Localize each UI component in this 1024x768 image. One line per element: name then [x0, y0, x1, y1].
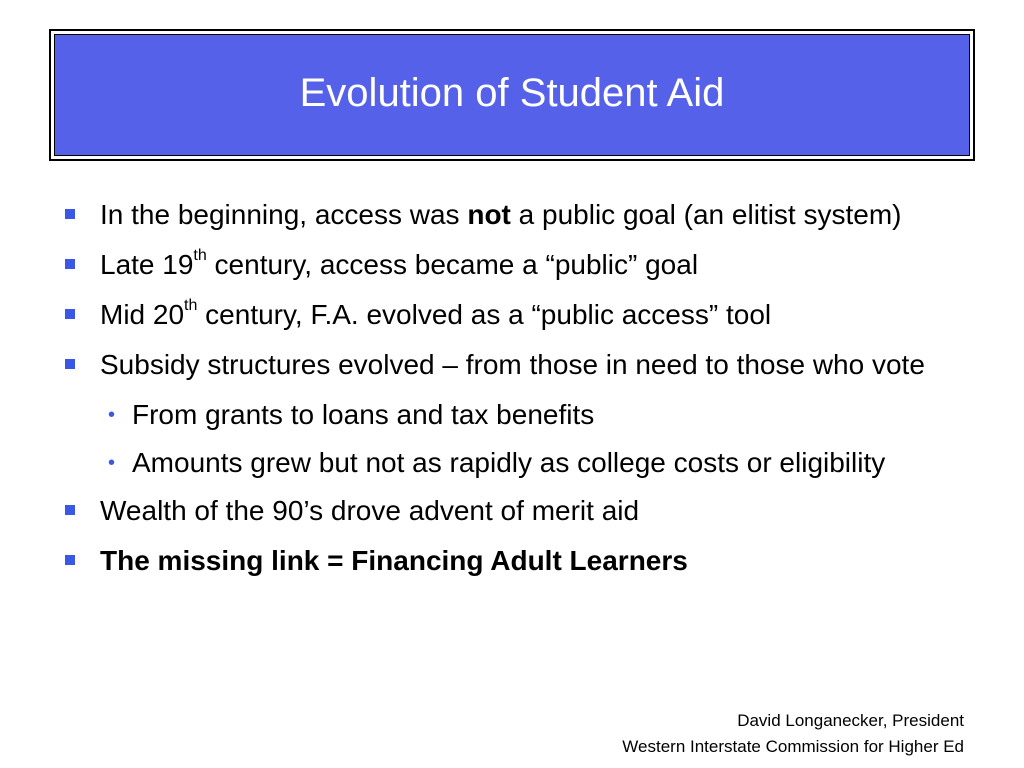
slide-title: Evolution of Student Aid — [299, 70, 725, 115]
bullet-text: century, access became a “public” goal — [206, 249, 699, 280]
bullet-text: century, F.A. evolved as a “public access” tool — [197, 299, 772, 330]
bullet-item — [60, 346, 970, 384]
bullet-item — [60, 246, 970, 284]
footer-author: David Longanecker, President — [737, 711, 964, 730]
dot-bullet-icon: • — [108, 452, 116, 474]
bullet-text: a public goal (an elitist system) — [510, 199, 902, 230]
bullet-list — [60, 196, 970, 592]
footer-organization: Western Interstate Commission for Higher Ed — [622, 737, 964, 756]
square-bullet-icon — [65, 555, 75, 565]
bullet-text: In the beginning, access was — [100, 199, 468, 230]
footer-credit — [622, 708, 964, 760]
bullet-text: Mid 20 — [100, 299, 185, 330]
bullet-text: Late 19 — [100, 249, 194, 280]
bullet-item — [60, 196, 970, 234]
dot-bullet-icon: • — [108, 404, 116, 426]
square-bullet-icon — [65, 505, 75, 515]
superscript: th — [184, 296, 198, 314]
sub-bullet-item — [60, 444, 970, 482]
bullet-text: Wealth of the 90’s drove advent of merit aid — [100, 495, 640, 526]
square-bullet-icon — [65, 359, 75, 369]
square-bullet-icon — [65, 309, 75, 319]
title-banner — [54, 34, 970, 156]
square-bullet-icon — [65, 259, 75, 269]
bullet-text-bold: The missing link = Financing Adult Learners — [100, 545, 688, 576]
superscript: th — [193, 246, 207, 264]
bullet-emphasis: not — [467, 199, 511, 230]
bullet-text: From grants to loans and tax benefits — [132, 399, 595, 430]
title-frame — [49, 29, 975, 161]
sub-bullet-item — [60, 396, 970, 434]
bullet-text: Amounts grew but not as rapidly as college costs or eligibility — [132, 447, 886, 478]
bullet-item — [60, 296, 970, 334]
bullet-item — [60, 542, 970, 580]
square-bullet-icon — [65, 209, 75, 219]
bullet-text: Subsidy structures evolved – from those in need to those who vote — [100, 349, 925, 380]
bullet-item — [60, 492, 970, 530]
